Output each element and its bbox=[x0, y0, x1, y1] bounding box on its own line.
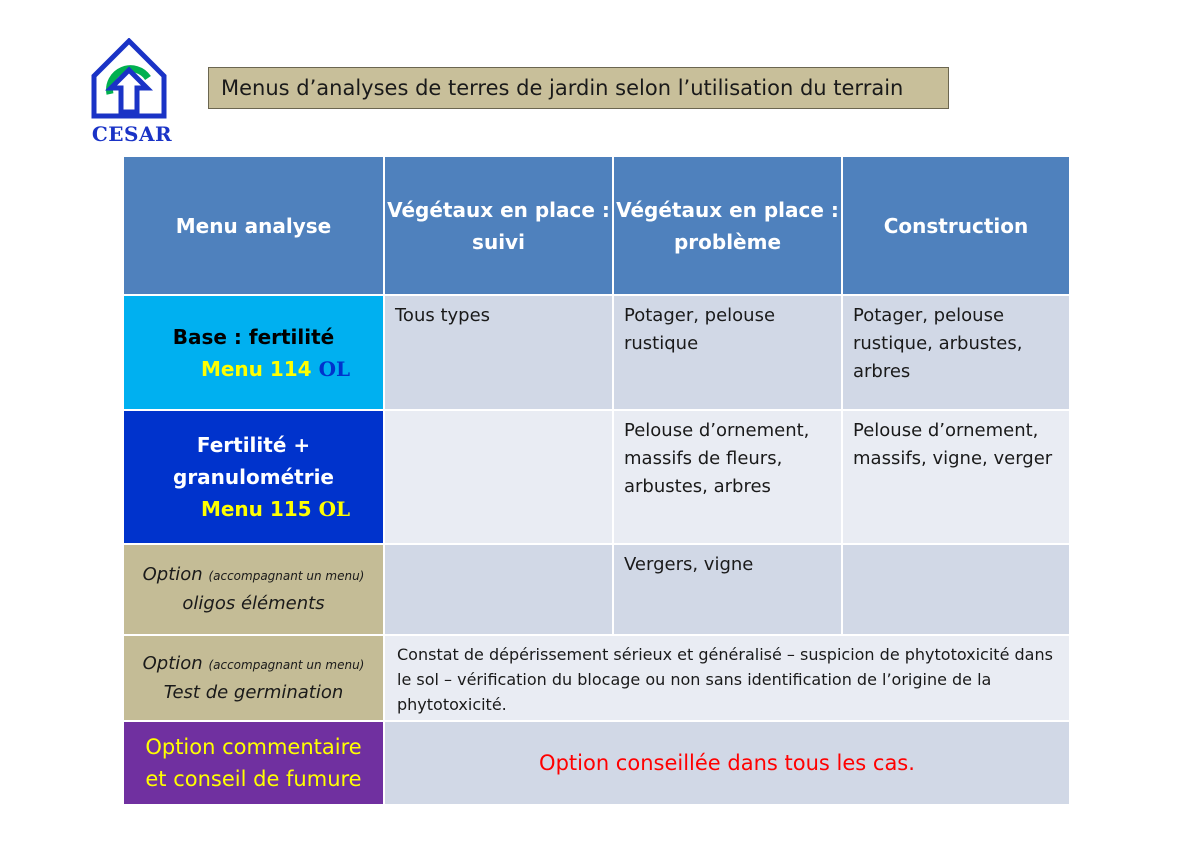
table-cell bbox=[384, 544, 613, 635]
menu-suffix: OL bbox=[318, 497, 351, 521]
table-cell bbox=[384, 410, 613, 544]
table-cell: Pelouse d’ornement, massifs de fleurs, arbustes, arbres bbox=[613, 410, 842, 544]
menu-code: Menu 114 bbox=[200, 356, 312, 381]
table-cell: Potager, pelouse rustique bbox=[613, 295, 842, 410]
option-word: Option bbox=[142, 564, 203, 585]
row-label-option-germination bbox=[123, 635, 384, 721]
menu-code: Menu 115 bbox=[200, 497, 312, 521]
house-arrow-icon bbox=[84, 38, 180, 122]
table-cell: Vergers, vigne bbox=[613, 544, 842, 635]
table-row bbox=[123, 721, 1070, 805]
option-word: Option bbox=[142, 652, 203, 674]
table-cell: Potager, pelouse rustique, arbustes, arbres bbox=[842, 295, 1070, 410]
header-construction: Construction bbox=[842, 156, 1070, 295]
table-row bbox=[123, 544, 1070, 635]
row-label-text: Fertilité + bbox=[196, 433, 311, 457]
table-cell: Tous types bbox=[384, 295, 613, 410]
advice-cell: Option conseillée dans tous les cas. bbox=[384, 721, 1070, 805]
menu-114-line bbox=[124, 353, 383, 385]
row-label-fertilite bbox=[123, 410, 384, 544]
header-menu-analyse: Menu analyse bbox=[123, 156, 384, 295]
row-label-text: et conseil de fumure bbox=[145, 767, 362, 791]
analysis-menu-table bbox=[122, 155, 1071, 806]
logo-text: CESAR bbox=[91, 122, 173, 146]
option-line bbox=[124, 561, 383, 590]
header-probleme: Végétaux en place : problème bbox=[613, 156, 842, 295]
row-label-text: Base : fertilité bbox=[172, 324, 335, 349]
row-label-commentaire bbox=[123, 721, 384, 805]
table-cell bbox=[842, 544, 1070, 635]
option-note: (accompagnant un menu) bbox=[208, 657, 365, 672]
table-row bbox=[123, 635, 1070, 721]
row-label-text: granulométrie bbox=[173, 465, 334, 489]
table-header-row bbox=[123, 156, 1070, 295]
row-label-text: Test de germination bbox=[163, 681, 344, 703]
menu-suffix: OL bbox=[318, 356, 351, 381]
row-label-text: oligos éléments bbox=[182, 593, 325, 614]
option-note: (accompagnant un menu) bbox=[208, 569, 365, 583]
cesar-logo bbox=[84, 38, 180, 150]
header-suivi: Végétaux en place : suivi bbox=[384, 156, 613, 295]
merged-cell: Constat de dépérissement sérieux et généralisé – suspicion de phytotoxicité dans le sol – vérification du blocage ou non sans identification de l’origine de la phytotoxicité. bbox=[384, 635, 1070, 721]
table-row bbox=[123, 410, 1070, 544]
table-cell: Pelouse d’ornement, massifs, vigne, verger bbox=[842, 410, 1070, 544]
row-label-option-oligos bbox=[123, 544, 384, 635]
page-title: Menus d’analyses de terres de jardin selon l’utilisation du terrain bbox=[208, 67, 949, 109]
menu-115-line bbox=[124, 493, 383, 525]
option-line bbox=[124, 650, 383, 679]
row-label-text: Option commentaire bbox=[145, 735, 362, 759]
table-row bbox=[123, 295, 1070, 410]
row-label-base bbox=[123, 295, 384, 410]
